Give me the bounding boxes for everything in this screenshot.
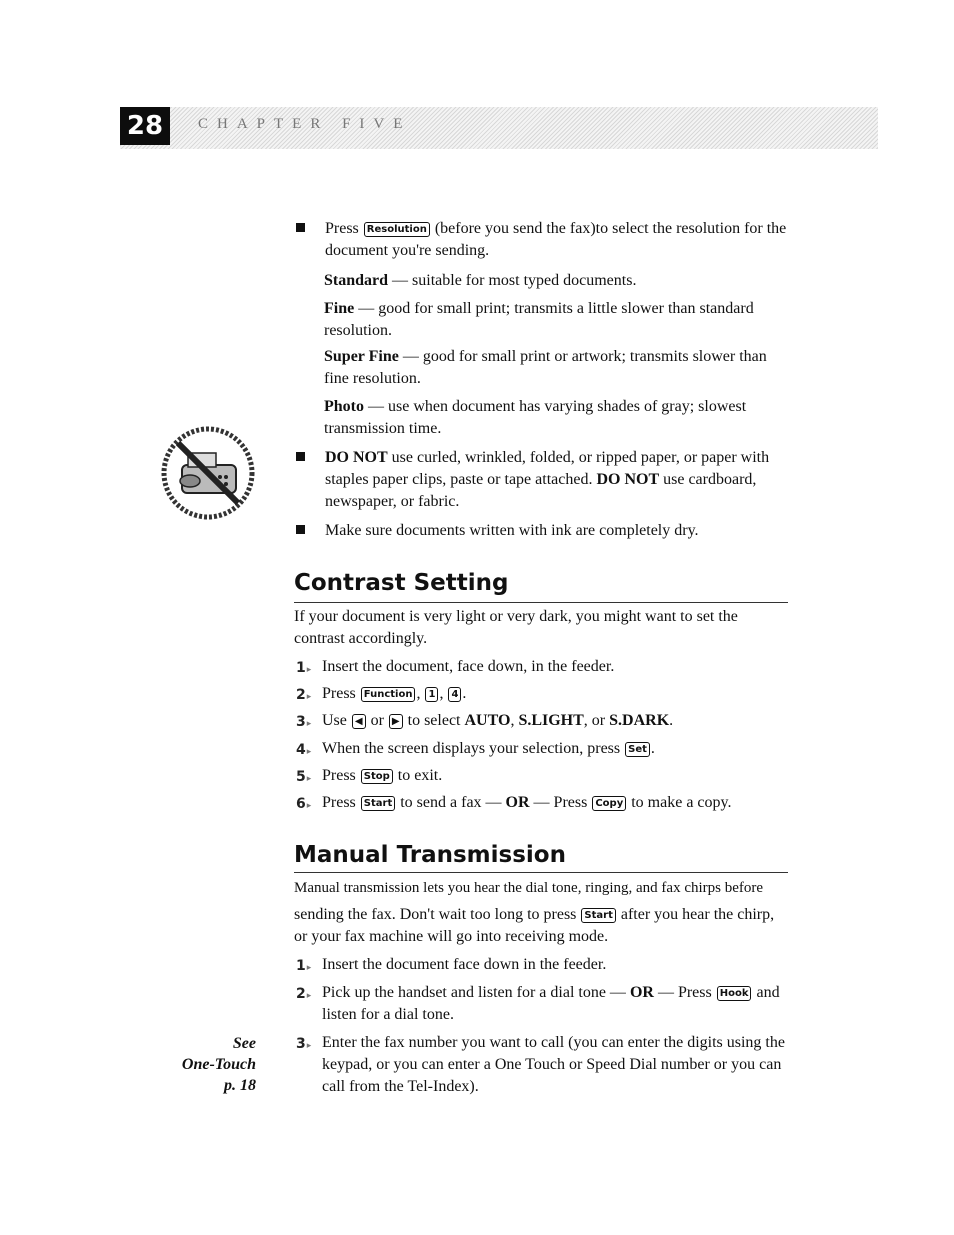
or-word: or xyxy=(591,712,606,729)
contrast-step-3: 3 ▸ Use ◀ or ▶ to select AUTO, S.LIGHT, or S.DARK. xyxy=(296,710,796,732)
option-slight: S.LIGHT xyxy=(518,712,584,729)
step-text: to send a fax — xyxy=(400,794,502,811)
manual-intro-line1: Manual transmission lets you hear the dial tone, ringing, and fax chirps before xyxy=(294,880,764,896)
manual-transmission-heading: Manual Transmission xyxy=(294,842,566,868)
step-number: 5 ▸ xyxy=(296,766,311,790)
resolution-key: Resolution xyxy=(364,222,430,237)
step-number: 1 ▸ xyxy=(296,657,311,681)
dry-ink-text: Make sure documents written with ink are completely dry. xyxy=(325,522,699,539)
manual-step-3 xyxy=(296,1032,796,1098)
superfine-option xyxy=(324,346,794,390)
dry-ink-bullet xyxy=(296,520,796,542)
set-key: Set xyxy=(625,742,650,757)
option-auto: AUTO xyxy=(464,712,511,729)
step-text: and listen for a dial tone. xyxy=(322,984,780,1023)
step-text: Insert the document, face down, in the feeder. xyxy=(322,658,615,675)
manual-step-2 xyxy=(296,982,796,1026)
step-number: 6 ▸ xyxy=(296,793,311,817)
manual-step-1 xyxy=(296,954,796,976)
cross-reference-note xyxy=(168,1033,256,1096)
standard-option xyxy=(324,270,794,292)
note-see: See xyxy=(232,1035,256,1052)
do-not-label-2: DO NOT xyxy=(596,471,660,488)
key-1: 1 xyxy=(425,687,438,702)
function-key: Function xyxy=(361,687,416,702)
step-number: 3 ▸ xyxy=(296,1033,311,1057)
step-number: 1 ▸ xyxy=(296,955,311,979)
press-word: Press xyxy=(325,220,359,237)
fine-label: Fine xyxy=(324,300,355,317)
contrast-step-1 xyxy=(296,656,796,678)
superfine-label: Super Fine xyxy=(324,348,399,365)
step-text: to make a copy. xyxy=(631,794,732,811)
bullet-square-icon xyxy=(296,525,305,534)
step-text: — Press xyxy=(533,794,588,811)
start-key: Start xyxy=(361,796,395,811)
fine-text: — good for small print; transmits a little slower than standard resolution. xyxy=(324,300,754,339)
left-arrow-key-icon: ◀ xyxy=(352,714,366,729)
step-text: Enter the fax number you want to call (you can enter the digits using the keypad, or you can enter a One Touch or Speed Dial number or you can call from the Tel-Index). xyxy=(322,1034,785,1095)
note-page: p. 18 xyxy=(224,1077,256,1094)
use-word: Use xyxy=(322,712,347,729)
resolution-bullet xyxy=(296,218,796,262)
press-word: Press xyxy=(322,794,356,811)
press-word: Press xyxy=(322,767,356,784)
contrast-step-2: 2 ▸ Press Function , 1 , 4 . xyxy=(296,683,796,705)
section-divider xyxy=(294,602,788,603)
press-word: Press xyxy=(322,685,356,702)
step-number: 2 ▸ xyxy=(296,684,311,708)
do-not-label: DO NOT xyxy=(325,449,388,466)
chapter-title: CHAPTER FIVE xyxy=(198,116,412,132)
contrast-step-5 xyxy=(296,765,796,787)
contrast-step-4: 4 ▸ When the screen displays your selection, press Set . xyxy=(296,738,796,760)
key-4: 4 xyxy=(448,687,461,702)
fax-prohibited-icon xyxy=(160,425,256,526)
do-not-bullet xyxy=(296,447,796,513)
photo-label: Photo xyxy=(324,398,364,415)
step-text: When the screen displays your selection, press xyxy=(322,740,621,757)
section-divider xyxy=(294,872,788,873)
contrast-step-6 xyxy=(296,792,796,814)
page-number: 28 xyxy=(120,107,170,145)
stop-key: Stop xyxy=(361,769,393,784)
contrast-setting-heading: Contrast Setting xyxy=(294,570,509,596)
step-number: 2 ▸ xyxy=(296,983,311,1007)
bullet-square-icon xyxy=(296,223,305,232)
start-key: Start xyxy=(581,908,615,923)
photo-text: — use when document has varying shades of gray; slowest transmission time. xyxy=(324,398,747,437)
step-text: to exit. xyxy=(397,767,443,784)
or-word: OR xyxy=(505,794,530,811)
do-not-text-2: use cardboard, newspaper, or fabric. xyxy=(325,471,757,510)
standard-text: — suitable for most typed documents. xyxy=(388,272,637,289)
step-number: 3 ▸ xyxy=(296,711,311,735)
copy-key: Copy xyxy=(592,796,626,811)
resolution-text: (before you send the fax)to select the resolution for the document you're sending. xyxy=(325,220,787,259)
select-word: to select xyxy=(407,712,461,729)
intro-text: after you hear the chirp, or your fax machine will go into receiving mode. xyxy=(294,906,775,945)
photo-option xyxy=(324,396,794,440)
manual-intro-line2 xyxy=(294,904,790,948)
bullet-square-icon xyxy=(296,452,305,461)
contrast-intro: If your document is very light or very dark, you might want to set the contrast accordingly. xyxy=(294,608,738,647)
or-word: or xyxy=(370,712,384,729)
right-arrow-key-icon: ▶ xyxy=(389,714,403,729)
or-word: OR xyxy=(629,984,654,1001)
fine-option xyxy=(324,298,794,342)
step-number: 4 ▸ xyxy=(296,739,311,763)
do-not-text: use curled, wrinkled, folded, or ripped paper, or paper with staples paper clips, paste or tape attached. xyxy=(325,449,770,488)
step-text: Insert the document face down in the feeder. xyxy=(322,956,607,973)
note-one-touch: One-Touch xyxy=(181,1056,256,1073)
option-sdark: S.DARK xyxy=(609,712,670,729)
hook-key: Hook xyxy=(717,986,752,1001)
superfine-text: — good for small print or artwork; transmits slower than fine resolution. xyxy=(324,348,767,387)
step-text: Pick up the handset and listen for a dial tone — xyxy=(322,984,626,1001)
step-text: — Press xyxy=(657,984,712,1001)
standard-label: Standard xyxy=(324,272,389,289)
intro-text: sending the fax. Don't wait too long to press xyxy=(294,906,577,923)
